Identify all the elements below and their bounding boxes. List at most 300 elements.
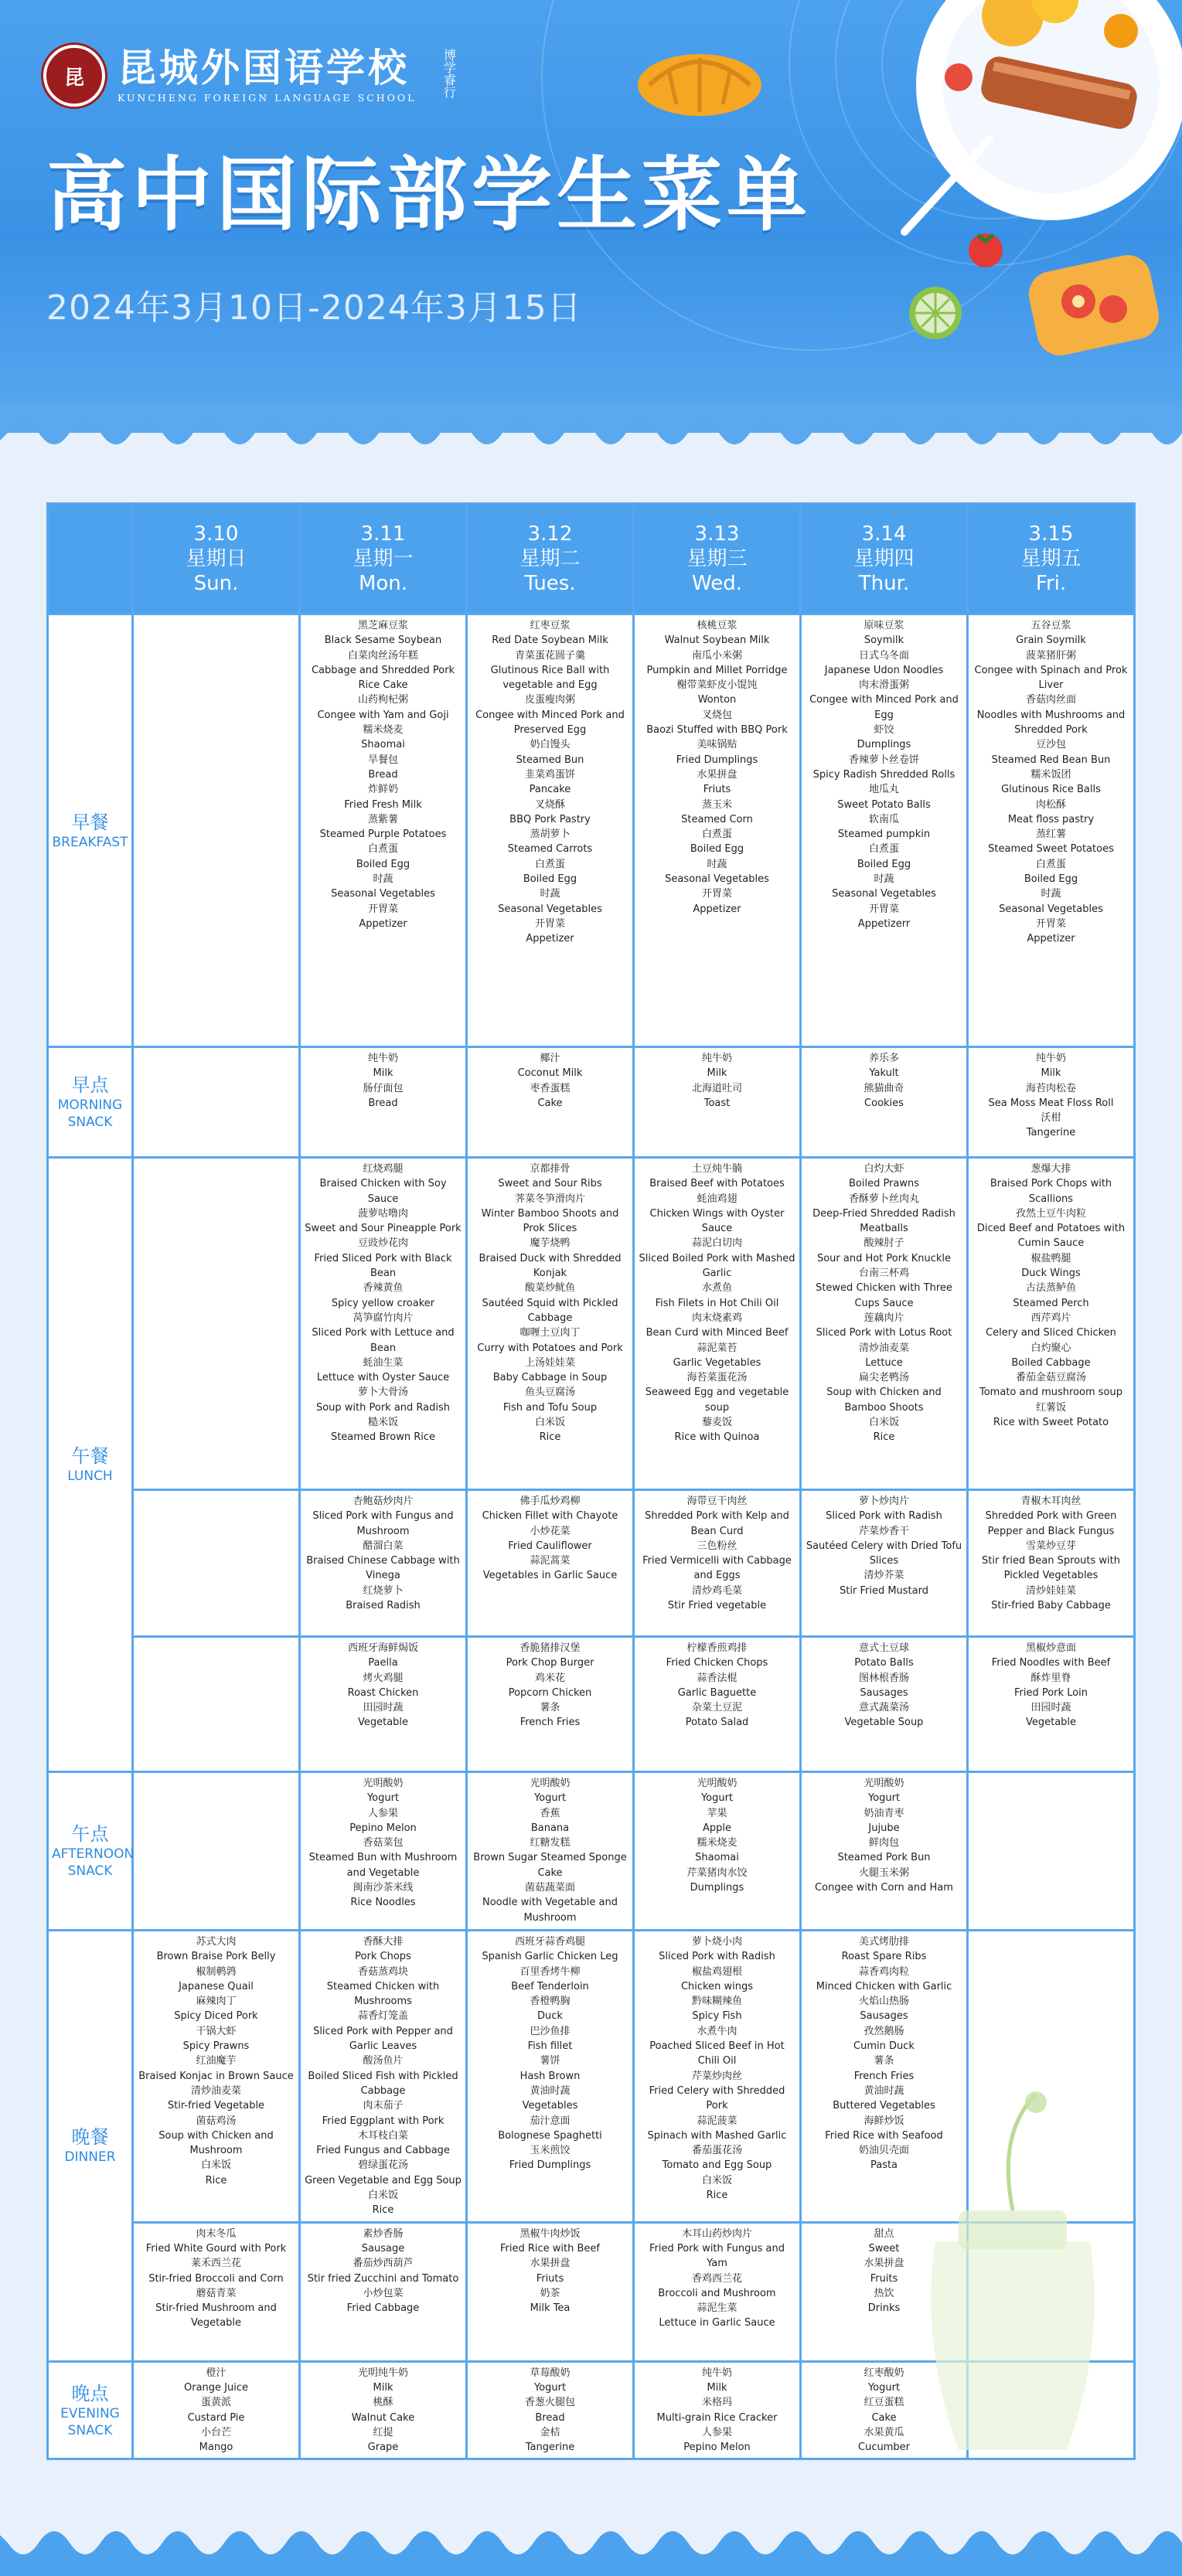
menu-item-line: Yogurt [533, 2381, 567, 2394]
menu-item-line: Shaomai [695, 1852, 739, 1864]
menu-item-line: 奶白馒头 [530, 739, 571, 751]
menu-item-line: Soup with Chicken and [826, 1387, 942, 1399]
menu-item-line: 意式土豆球 [858, 1642, 909, 1654]
menu-item-line: Shredded Pork [1014, 724, 1088, 737]
menu-item-line: Paella [368, 1657, 398, 1669]
menu-item-line: Cabbage [527, 1312, 573, 1324]
menu-item-line: 田园时蔬 [363, 1702, 404, 1714]
menu-item-line: 开胃菜 [1035, 917, 1066, 930]
menu-item-line: Fried Pork with Fungus and [649, 2242, 785, 2254]
menu-cell [634, 614, 801, 1047]
menu-item-line: 海苔菜蛋花汤 [686, 1372, 748, 1384]
menu-item-line: Sea Moss Meat Floss Roll [988, 1097, 1114, 1109]
menu-item-line: Fruits [870, 2272, 898, 2285]
menu-item-line: Cake [871, 2411, 897, 2424]
menu-item-line: Chicken Fillet with Chayote [482, 1510, 618, 1523]
menu-cell [300, 1490, 467, 1637]
menu-item-line: 水果拼盘 [530, 2258, 571, 2270]
menu-item-line: 韭菜鸡蛋饼 [524, 768, 575, 781]
menu-item-line: Appetizer [693, 903, 741, 915]
menu-item-line: 肉末烧素鸡 [691, 1312, 742, 1324]
menu-item-line: Garlic Vegetables [673, 1356, 761, 1369]
menu-item-line: 椰汁 [540, 1053, 560, 1064]
menu-cell [968, 1047, 1135, 1158]
day-header-thur [801, 504, 968, 614]
menu-item-line: Brown Sugar Steamed Sponge [473, 1852, 627, 1864]
menu-cell [467, 1047, 634, 1158]
menu-cell [467, 2222, 634, 2361]
menu-item-line: 火焰山热肠 [858, 1996, 909, 2008]
meal-label-en: LUNCH [67, 1468, 113, 1484]
menu-item-line: Coconut Milk [517, 1067, 583, 1080]
menu-cell [300, 1158, 467, 1490]
menu-item-line: Steamed Bun [516, 754, 584, 766]
menu-item-line: 光明纯牛奶 [357, 2367, 408, 2379]
menu-item-line: Wonton [697, 694, 737, 706]
menu-item-line: 黄油时蔬 [530, 2084, 571, 2097]
menu-cell [968, 1772, 1135, 1931]
menu-item-line: Stewed Chicken with Three [816, 1282, 952, 1295]
menu-item-line: 黑椒牛肉炒饭 [519, 2227, 581, 2240]
menu-item-line: 草莓酸奶 [530, 2367, 571, 2379]
menu-item-line: 菠菜猪肝粥 [1025, 649, 1076, 662]
menu-item-line: Sliced Pork with Pepper and [313, 2025, 453, 2037]
menu-item-line: 香葱火腿包 [524, 2397, 575, 2409]
menu-item-line: 麻辣肉丁 [196, 1996, 237, 2008]
menu-item-line: 核桃豆浆 [697, 620, 737, 631]
menu-cell [634, 1637, 801, 1772]
menu-item-line: 西班牙蒜香鸡腿 [514, 1936, 585, 1948]
menu-item-line: Cucumber [858, 2442, 910, 2454]
menu-item-line: 甜点 [874, 2227, 894, 2240]
menu-item-line: 香菇肉丝面 [1025, 694, 1076, 706]
menu-item-line: Seasonal Vegetables [832, 888, 936, 900]
menu-item-line: Rice with Quinoa [674, 1431, 760, 1444]
menu-item-line: 红枣酸奶 [864, 2367, 904, 2379]
menu-item-line: 水果拼盘 [697, 768, 737, 781]
meal-label [48, 1158, 133, 1772]
menu-item-line: Brown Braise Pork Belly [156, 1951, 276, 1963]
menu-item-line: Meatballs [860, 1223, 908, 1235]
menu-item-line: Spicy Diced Pork [174, 2010, 258, 2023]
menu-item-line: 黔味糊辣鱼 [691, 1996, 742, 2008]
menu-item-line: 蘑菇青菜 [196, 2287, 237, 2299]
menu-item-line: Hash Brown [519, 2070, 581, 2082]
menu-item-line: 茄汁意面 [530, 2115, 571, 2127]
menu-item-line: 魔芋烧鸭 [530, 1237, 571, 1250]
menu-item-line: Lettuce [865, 1356, 903, 1369]
menu-item-line: 肉末冬瓜 [196, 2227, 237, 2240]
menu-cell [801, 1158, 968, 1490]
menu-item-line: Custard Pie [187, 2411, 245, 2424]
meal-row [48, 1047, 1135, 1158]
page-title: 高中国际部学生菜单 [46, 148, 812, 242]
menu-item-line: 萝卜炒肉片 [858, 1496, 909, 1507]
day-cn: 星期四 [853, 547, 915, 570]
menu-item-line: 糯米烧麦 [363, 724, 404, 737]
menu-item-line: 雪菜炒豆芽 [1025, 1540, 1076, 1552]
menu-item-line: Sweet and Sour Ribs [498, 1178, 602, 1190]
corner-cell [48, 504, 133, 614]
menu-cell [300, 2222, 467, 2361]
meal-label [48, 1931, 133, 2362]
menu-item-line: 薯条 [540, 1702, 560, 1714]
menu-item-line: Cake [537, 1866, 563, 1879]
menu-item-line: Toast [703, 1097, 731, 1109]
menu-item-line: Shaomai [361, 739, 405, 751]
footer-scallop-divider [0, 2520, 1182, 2576]
menu-item-line: Fried Chicken Chops [666, 1657, 768, 1669]
menu-item-line: Duck Wings [1021, 1268, 1081, 1280]
school-brand [43, 45, 456, 107]
menu-item-line: 美味锅贴 [697, 739, 737, 751]
menu-item-line: Rice [372, 2204, 394, 2217]
menu-cell [801, 1772, 968, 1931]
menu-item-line: Rice [539, 1431, 561, 1444]
menu-item-line: Stir-fried Vegetable [167, 2100, 265, 2112]
menu-item-line: 干锅大虾 [196, 2025, 237, 2037]
menu-item-line: Yakult [869, 1067, 899, 1080]
menu-cell [801, 614, 968, 1047]
menu-cell [133, 1931, 300, 2223]
menu-item-line: Stir-fried Broccoli and Corn [148, 2272, 284, 2285]
day-header-row [48, 504, 1135, 614]
menu-item-line: 豆豉炒花肉 [357, 1237, 408, 1250]
menu-item-line: Broccoli and Mushroom [658, 2287, 776, 2299]
menu-item-line: 水煮鱼 [701, 1282, 732, 1295]
menu-item-line: Tangerine [1026, 1127, 1076, 1139]
menu-item-line: Garlic Leaves [349, 2040, 417, 2053]
menu-item-line: 白米饭 [701, 2174, 732, 2186]
menu-item-line: 香酥大排 [363, 1936, 404, 1948]
menu-item-line: 糯米饭团 [1030, 768, 1071, 781]
menu-item-line: Winter Bamboo Shoots and [481, 1207, 619, 1220]
menu-item-line: Popcorn Chicken [508, 1686, 592, 1699]
menu-item-line: Japanese Quail [179, 1980, 254, 1992]
day-header-wed [634, 504, 801, 614]
menu-item-line: Pork Chop Burger [506, 1657, 594, 1669]
menu-item-line: 蒜泥生菜 [697, 2302, 737, 2315]
menu-item-line: Fish Filets in Hot Chili Oil [655, 1297, 779, 1309]
menu-item-line: 蒸紫薯 [367, 813, 398, 825]
menu-item-line: Steamed Pork Bun [837, 1852, 931, 1864]
menu-item-line: 玉米煎饺 [530, 2145, 571, 2157]
menu-item-line: Boiled Sliced Fish with Pickled [308, 2070, 458, 2082]
menu-item-line: 百里香烤牛柳 [519, 1965, 581, 1978]
menu-item-line: Soup with Pork and Radish [315, 1401, 451, 1414]
menu-item-line: Tangerine [525, 2442, 575, 2454]
menu-item-line: Noodle with Vegetable and [482, 1897, 618, 1909]
menu-item-line: 清炒鸡毛菜 [691, 1584, 742, 1597]
menu-item-line: 红薯饭 [1035, 1401, 1066, 1414]
day-cn: 星期三 [686, 547, 748, 570]
menu-item-line: 白煮蛋 [534, 858, 565, 870]
menu-item-line: 白煮蛋 [367, 843, 398, 856]
menu-item-line: Minced Chicken with Garlic [816, 1980, 952, 1992]
menu-item-line: Appetizer [526, 933, 574, 945]
menu-item-line: 糯米烧麦 [697, 1837, 737, 1849]
menu-item-line: Glutinous Rice Ball with [490, 664, 610, 676]
menu-cell [801, 1047, 968, 1158]
menu-item-line: 金桔 [540, 2426, 560, 2438]
croissant-illustration [634, 31, 765, 124]
menu-item-line: 时蔬 [874, 873, 894, 886]
menu-item-line: Bean [370, 1268, 397, 1280]
menu-cell [300, 2361, 467, 2459]
menu-item-line: 蒸玉米 [701, 798, 732, 811]
menu-item-line: 京都排骨 [530, 1163, 571, 1175]
menu-item-line: Stir-fried Baby Cabbage [991, 1600, 1111, 1612]
menu-item-line: 咖喱土豆肉丁 [519, 1327, 581, 1339]
menu-item-line: Braised Beef with Potatoes [649, 1178, 785, 1190]
menu-item-line: Buttered Vegetables [833, 2100, 935, 2112]
menu-item-line: 木耳枝白菜 [357, 2129, 408, 2142]
menu-item-line: 光明酸奶 [864, 1778, 904, 1789]
menu-item-line: Cups Sauce [854, 1297, 914, 1309]
day-en: Mon. [358, 572, 408, 595]
menu-item-line: 香蕉 [540, 1807, 560, 1819]
menu-item-line: Baozi Stuffed with BBQ Pork [646, 724, 788, 737]
menu-item-line: 香辣萝卜丝卷饼 [848, 754, 919, 766]
menu-item-line: and Eggs [693, 1570, 741, 1582]
menu-item-line: 光明酸奶 [530, 1778, 571, 1789]
menu-item-line: Fish and Tofu Soup [502, 1401, 598, 1414]
menu-item-line: 苹果 [707, 1807, 727, 1819]
menu-item-line: 时蔬 [707, 858, 727, 870]
menu-item-line: 白米饭 [868, 1417, 899, 1429]
menu-item-line: Black Sesame Soybean [324, 635, 442, 647]
menu-item-line: 红烧鸡腿 [363, 1163, 404, 1175]
menu-item-line: Braised Radish [346, 1600, 421, 1612]
menu-item-line: 酸汤鱼片 [363, 2055, 404, 2067]
menu-item-line: 番茄蛋花汤 [691, 2145, 742, 2157]
menu-item-line: 椒制鹌鹑 [196, 1965, 237, 1978]
menu-cell [968, 1490, 1135, 1637]
menu-item-line: Pumpkin and Millet Porridge [646, 664, 788, 676]
menu-item-line: Steamed Sweet Potatoes [988, 843, 1114, 856]
menu-item-line: 榭带菜虾皮小馄饨 [676, 679, 758, 692]
menu-item-line: Dumplings [857, 739, 911, 751]
menu-item-line: 古法蒸鲈鱼 [1025, 1282, 1076, 1295]
menu-item-line: 养乐多 [868, 1053, 899, 1064]
menu-item-line: 时蔬 [373, 873, 393, 886]
menu-item-line: 巴沙鱼排 [530, 2025, 571, 2037]
menu-item-line: 水果黄瓜 [864, 2426, 904, 2438]
menu-item-line: Appetizerr [857, 917, 911, 930]
menu-item-line: Stir Fried Mustard [840, 1584, 928, 1597]
menu-item-line: 苏式大肉 [196, 1936, 237, 1948]
menu-item-line: Fried White Gourd with Pork [145, 2242, 287, 2254]
menu-item-line: 火腿玉米粥 [858, 1866, 909, 1879]
menu-item-line: 豆沙包 [1035, 739, 1066, 751]
menu-item-line: 黑椒炒意面 [1025, 1642, 1076, 1654]
meal-label-en: EVENING SNACK [60, 2405, 120, 2438]
menu-item-line: Garlic [702, 1268, 732, 1280]
menu-item-line: Liver [1038, 679, 1064, 692]
menu-cell [133, 1637, 300, 1772]
menu-item-line: 青椒木耳肉丝 [1020, 1496, 1082, 1507]
menu-item-line: 芹菜猪肉水饺 [686, 1866, 748, 1879]
menu-item-line: Steamed Bun with Mushroom [308, 1852, 458, 1864]
menu-item-line: vegetable and Egg [502, 679, 598, 692]
vase-illustration [889, 2087, 1144, 2489]
menu-item-line: 水煮牛肉 [697, 2025, 737, 2037]
menu-item-line: BBQ Pork Pastry [509, 813, 591, 825]
menu-item-line: Yam [707, 2258, 727, 2270]
day-en: Wed. [692, 572, 742, 595]
plate-illustration [889, 0, 1182, 240]
menu-item-line: 纯牛奶 [701, 1053, 732, 1064]
menu-item-line: Cabbage [360, 2084, 406, 2097]
menu-item-line: 蒜香灯笼盖 [357, 2010, 408, 2023]
menu-item-line: 白灼大虾 [864, 1163, 904, 1175]
menu-item-line: 纯牛奶 [1035, 1053, 1066, 1064]
menu-item-line: 桃酥 [373, 2397, 393, 2409]
menu-item-line: Meat floss pastry [1007, 813, 1095, 825]
menu-cell [634, 1490, 801, 1637]
menu-item-line: 皮蛋瘦肉粥 [524, 694, 575, 706]
menu-item-line: Fried Sliced Pork with Black [314, 1252, 452, 1264]
menu-item-line: 熊猫曲奇 [864, 1082, 904, 1094]
menu-item-line: Sliced Boiled Pork with Mashed [639, 1252, 795, 1264]
menu-item-line: 萝卜烧小肉 [691, 1936, 742, 1948]
menu-item-line: 白煮蛋 [701, 829, 732, 841]
menu-cell [133, 1772, 300, 1931]
meal-label-cn: 午点 [71, 1823, 109, 1845]
menu-cell [133, 2222, 300, 2361]
menu-item-line: Shredded Pork with Kelp and [645, 1510, 789, 1523]
menu-cell [133, 1047, 300, 1158]
menu-item-line: Boiled Egg [1024, 873, 1078, 886]
menu-item-line: 鱼头豆腐汤 [524, 1387, 575, 1399]
menu-item-line: Milk [373, 1067, 393, 1080]
menu-item-line: 南瓜小米粥 [691, 649, 742, 662]
menu-cell [801, 1637, 968, 1772]
menu-item-line: Braised Chinese Cabbage with [306, 1555, 460, 1567]
menu-item-line: Steamed Red Bean Bun [991, 754, 1111, 766]
meal-label [48, 2361, 133, 2459]
menu-item-line: 香酥萝卜丝肉丸 [848, 1193, 919, 1205]
meal-label [48, 1772, 133, 1931]
menu-item-line: Mushroom [523, 1911, 577, 1924]
menu-item-line: 开胃菜 [701, 888, 732, 900]
menu-item-line: Tomato and mushroom soup [979, 1387, 1122, 1399]
menu-item-line: Pepino Melon [349, 1822, 417, 1834]
menu-item-line: 蒸胡萝卜 [530, 829, 571, 841]
menu-item-line: Steamed Corn [681, 813, 753, 825]
menu-item-line: and Vegetable [346, 1866, 420, 1879]
menu-item-line: Vegetable [357, 1717, 409, 1729]
menu-item-line: Japanese Udon Noodles [824, 664, 944, 676]
menu-item-line: 北海道吐司 [691, 1082, 742, 1094]
menu-item-line: Chicken wings [680, 1980, 754, 1992]
menu-cell [634, 2361, 801, 2459]
toast-illustration [1024, 255, 1163, 356]
day-cn: 星期二 [519, 547, 581, 570]
menu-item-line: 沃柑 [1041, 1112, 1061, 1125]
day-en: Thur. [858, 572, 910, 595]
menu-item-line: 萝卜大骨汤 [357, 1387, 408, 1399]
menu-item-line: Vinega [366, 1570, 400, 1582]
menu-item-line: 奶油贝壳面 [858, 2145, 909, 2157]
menu-item-line: Fried Pork Loin [1013, 1686, 1088, 1699]
menu-item-line: 青菜蛋花圆子羹 [514, 649, 585, 662]
menu-item-line: Spanish Garlic Chicken Leg [482, 1951, 618, 1963]
menu-item-line: 人参果 [367, 1807, 398, 1819]
menu-cell [634, 1931, 801, 2223]
menu-item-line: 米格玛 [701, 2397, 732, 2409]
menu-item-line: 薯条 [874, 2055, 894, 2067]
menu-item-line: 菌菇蔬菜面 [524, 1882, 575, 1894]
menu-item-line: 香脆猪排汉堡 [519, 1642, 581, 1654]
menu-item-line: Sliced Pork with Lettuce and [312, 1327, 455, 1339]
menu-cell [968, 1637, 1135, 1772]
menu-item-line: Chicken Wings with Oyster [649, 1207, 785, 1220]
lime-illustration [904, 282, 966, 344]
menu-item-line: 白灼聚心 [1030, 1342, 1071, 1354]
menu-item-line: 香菇蒸鸡块 [357, 1965, 408, 1978]
menu-item-line: Mushrooms [354, 1996, 412, 2008]
menu-item-line: Sausage [361, 2242, 405, 2254]
menu-item-line: Vegetables in Garlic Sauce [482, 1570, 618, 1582]
menu-item-line: Stir fried Zucchini and Tomato [307, 2272, 459, 2285]
menu-cell [801, 1490, 968, 1637]
menu-item-line: Lettuce with Oyster Sauce [316, 1372, 450, 1384]
menu-item-line: 白菜肉丝汤年糕 [347, 649, 418, 662]
menu-item-line: 地瓜丸 [868, 784, 899, 796]
menu-item-line: Mushroom [189, 2145, 243, 2157]
tomato-illustration [962, 224, 1009, 271]
menu-item-line: Roast Spare Ribs [841, 1951, 927, 1963]
menu-item-line: 小炒包菜 [363, 2287, 404, 2299]
menu-item-line: 日式乌冬面 [858, 649, 909, 662]
menu-item-line: Walnut Soybean Milk [664, 635, 770, 647]
menu-item-line: Sausages [860, 2010, 908, 2023]
menu-item-line: Baby Cabbage in Soup [492, 1372, 608, 1384]
menu-item-line: 葱爆大排 [1030, 1163, 1071, 1175]
menu-item-line: 叉烧包 [701, 709, 732, 721]
menu-cell [467, 1772, 634, 1931]
day-cn: 星期五 [1020, 547, 1082, 570]
menu-item-line: Rice [706, 2190, 728, 2202]
menu-item-line: 纯牛奶 [367, 1053, 398, 1064]
menu-item-line: Boiled Egg [857, 858, 911, 870]
menu-item-line: Pepino Melon [683, 2442, 751, 2454]
menu-item-line: Fried Fresh Milk [344, 798, 422, 811]
menu-item-line: Sautéed Squid with Pickled [482, 1297, 618, 1309]
menu-item-line: Milk [707, 1067, 727, 1080]
menu-item-line: Grape [367, 2442, 399, 2454]
menu-item-line: 上汤娃娃菜 [524, 1356, 575, 1369]
menu-item-line: 菌菇鸡汤 [196, 2115, 237, 2127]
menu-cell [467, 1158, 634, 1490]
menu-item-line: 酥炸里脊 [1030, 1672, 1071, 1684]
menu-item-line: Fried Dumplings [509, 2159, 591, 2172]
menu-item-line: Grain Soymilk [1016, 635, 1086, 647]
menu-item-line: 碧绿蛋花汤 [357, 2159, 408, 2172]
menu-item-line: Diced Beef and Potatoes with [976, 1223, 1126, 1235]
menu-item-line: 热饮 [874, 2287, 894, 2299]
menu-item-line: 白米饭 [534, 1417, 565, 1429]
menu-item-line: 香橙鸭胸 [530, 1996, 571, 2008]
menu-item-line: Spicy yellow croaker [331, 1297, 435, 1309]
menu-item-line: Boiled Cabbage [1011, 1356, 1091, 1369]
menu-item-line: Congee with Minced Pork and [809, 694, 959, 706]
meal-row [48, 1772, 1135, 1931]
meal-label-cn: 早点 [71, 1074, 109, 1096]
menu-item-line: 白米饭 [200, 2159, 231, 2172]
menu-item-line: Pasta [870, 2159, 898, 2172]
